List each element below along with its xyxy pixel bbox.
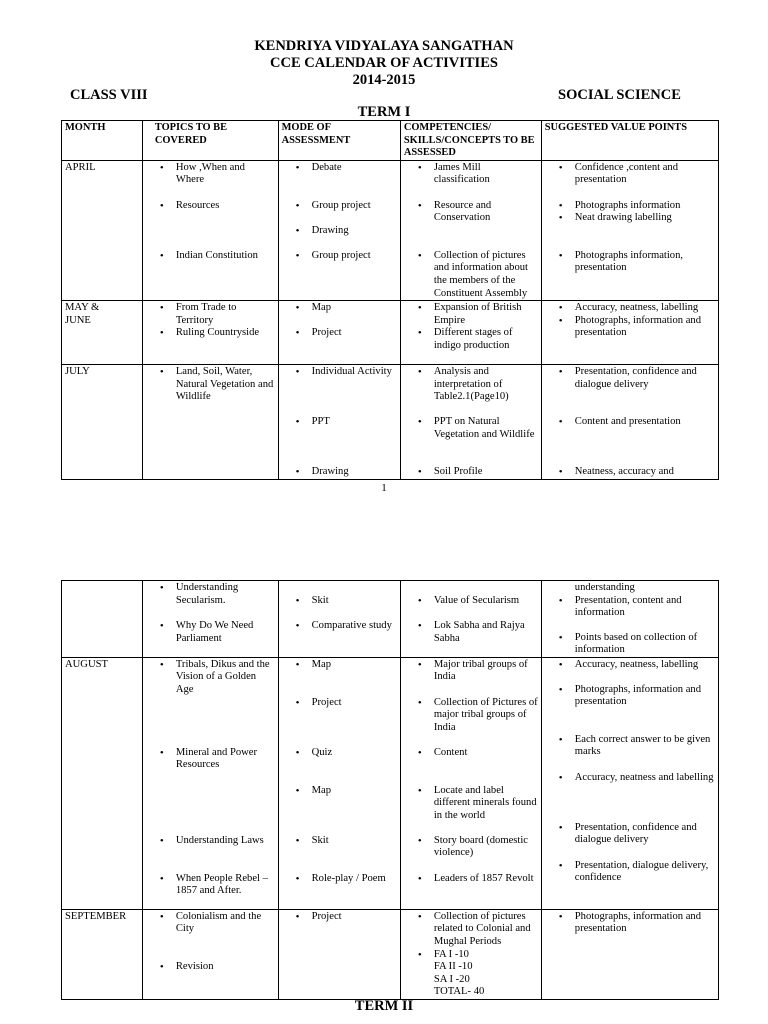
list-item: • Revision [146, 961, 275, 974]
list-item: • Quiz [282, 747, 397, 785]
list-item: • PPT [282, 416, 397, 466]
subject-label: SOCIAL SCIENCE [558, 87, 681, 103]
list-item: • Photographs information [545, 200, 715, 212]
list-item: • Indian Constitution [146, 250, 275, 263]
list-item: • Individual Activity [282, 366, 397, 416]
table-row-august [62, 657, 719, 909]
list-item: • Expansion of British Empire [404, 302, 538, 327]
list-item: • Comparative study [282, 620, 397, 633]
list-item: • Photographs, information and presentation [545, 315, 715, 340]
list-item: • Why Do We Need Parliament [146, 620, 275, 645]
list-item: • Analysis and interpretation of Table2.1(Page10) [404, 366, 538, 416]
mode-cell [278, 301, 400, 365]
table-row-continued [62, 581, 719, 658]
list-item: • FA I -10 [404, 949, 538, 962]
month-cell: JULY [62, 365, 143, 480]
list-item: • Debate [282, 162, 397, 200]
table-row-july [62, 365, 719, 480]
column-header-mode: MODE OF ASSESSMENT [278, 121, 400, 161]
list-item: • Each correct answer to be given marks [545, 734, 715, 772]
list-item: • Project [282, 911, 397, 924]
column-header-month: MONTH [62, 121, 143, 161]
list-item: • Photographs information, presentation [545, 250, 715, 275]
values-cell [541, 160, 718, 300]
academic-year: 2014-2015 [352, 72, 416, 88]
list-item: • Skit [282, 595, 397, 620]
table-row-april [62, 160, 719, 300]
topics-cell [142, 301, 278, 365]
topics-cell [142, 909, 278, 999]
competencies-cell [400, 581, 541, 658]
assessment-weight: SA I -20 [433, 973, 470, 985]
values-cell [541, 909, 718, 999]
month-cell: AUGUST [62, 657, 143, 909]
list-item: • Content and presentation [545, 416, 715, 466]
list-item: • Value of Secularism [404, 595, 538, 620]
list-item: • Map [282, 302, 397, 327]
list-item: • Soil Profile [404, 466, 538, 479]
column-header-topics: TOPICS TO BE COVERED [142, 121, 278, 161]
list-item: • Drawing [282, 466, 397, 479]
values-cell [541, 581, 718, 658]
topics-cell [142, 365, 278, 480]
column-header-values: SUGGESTED VALUE POINTS [541, 121, 718, 161]
term-2-heading: TERM II [354, 998, 414, 1014]
list-item: • Project [282, 697, 397, 747]
values-cell [541, 365, 718, 480]
table-row-may-june [62, 301, 719, 365]
month-cell [62, 581, 143, 658]
term-1-heading: TERM I [357, 104, 411, 120]
list-item: • From Trade to Territory [146, 302, 275, 327]
list-item: • Collection of Pictures of major tribal groups of India [404, 697, 538, 747]
list-item: • Colonialism and the City [146, 911, 275, 961]
list-item: • Map [282, 659, 397, 697]
list-item: • Understanding Laws [146, 835, 275, 873]
list-item: • Presentation, confidence and dialogue delivery [545, 366, 715, 416]
list-item: • Photographs, information and presentation [545, 684, 715, 734]
assessment-total: TOTAL- 40 [433, 986, 485, 998]
mode-cell [278, 657, 400, 909]
list-item: • Role-play / Poem [282, 873, 397, 886]
list-item: • Neatness, accuracy and [545, 466, 715, 479]
competencies-cell [400, 657, 541, 909]
month-cell: SEPTEMBER [62, 909, 143, 999]
month-cell: MAY & JUNE [62, 301, 143, 365]
list-item: • Accuracy, neatness and labelling [545, 772, 715, 822]
list-item: • Photographs, information and presentation [545, 911, 715, 936]
list-item: • Points based on collection of information [545, 632, 715, 657]
competencies-cell [400, 365, 541, 480]
list-item: • Story board (domestic violence) [404, 835, 538, 873]
topics-cell [142, 581, 278, 658]
list-item: • When People Rebel – 1857 and After. [146, 873, 275, 898]
values-cell [541, 301, 718, 365]
list-item: • Collection of pictures related to Colonial and Mughal Periods [404, 911, 538, 949]
document-title: CCE CALENDAR OF ACTIVITIES [270, 55, 498, 71]
list-item: • Understanding Secularism. [146, 582, 275, 620]
list-item: • Presentation, dialogue delivery, confidence [545, 860, 715, 885]
list-item-continued: understanding [574, 582, 635, 593]
list-item: • Skit [282, 835, 397, 873]
list-item: • Locate and label different minerals found in the world [404, 785, 538, 835]
list-item: • Major tribal groups of India [404, 659, 538, 697]
list-item: • Group project [282, 200, 397, 225]
list-item: • Presentation, content and information [545, 595, 715, 632]
list-item: • Project [282, 327, 397, 340]
month-cell: APRIL [62, 160, 143, 300]
activities-table-page2 [61, 580, 719, 1000]
org-title: KENDRIYA VIDYALAYA SANGATHAN [254, 38, 514, 54]
assessment-weight: FA II -10 [433, 961, 473, 973]
mode-cell [278, 909, 400, 999]
list-item: • PPT on Natural Vegetation and Wildlife [404, 416, 538, 466]
list-item: • Neat drawing labelling [545, 212, 715, 250]
column-header-competencies: COMPETENCIES/ SKILLS/CONCEPTS TO BE ASSESSED [400, 121, 541, 161]
mode-cell [278, 365, 400, 480]
list-item: • Presentation, confidence and dialogue delivery [545, 822, 715, 860]
page-number: 1 [381, 482, 387, 494]
activities-table-page1 [61, 120, 719, 480]
list-item: • Lok Sabha and Rajya Sabha [404, 620, 538, 645]
values-cell [541, 657, 718, 909]
topics-cell [142, 657, 278, 909]
list-item: • Accuracy, neatness, labelling [545, 302, 715, 315]
list-item: • James Mill classification [404, 162, 538, 200]
class-label: CLASS VIII [70, 87, 148, 103]
list-item: • Tribals, Dikus and the Vision of a Golden Age [146, 659, 275, 747]
list-item: • How ,When and Where [146, 162, 275, 200]
list-item: • Accuracy, neatness, labelling [545, 659, 715, 684]
list-item: • Confidence ,content and presentation [545, 162, 715, 200]
list-item: • Collection of pictures and information about the members of the Constituent Assembly [404, 250, 538, 300]
mode-cell [278, 581, 400, 658]
list-item: • Group project [282, 250, 397, 263]
list-item: • Leaders of 1857 Revolt [404, 873, 538, 886]
table-header-row [62, 121, 719, 161]
list-item: • Different stages of indigo production [404, 327, 538, 352]
list-item: • Content [404, 747, 538, 785]
list-item: • Resources [146, 200, 275, 250]
list-item: • Map [282, 785, 397, 835]
topics-cell [142, 160, 278, 300]
list-item: • Mineral and Power Resources [146, 747, 275, 835]
competencies-cell [400, 301, 541, 365]
table-row-september [62, 909, 719, 999]
mode-cell [278, 160, 400, 300]
list-item: • Land, Soil, Water, Natural Vegetation and Wildlife [146, 366, 275, 404]
list-item: • Ruling Countryside [146, 327, 275, 340]
list-item: • Drawing [282, 225, 397, 250]
competencies-cell [400, 909, 541, 999]
list-item: • Resource and Conservation [404, 200, 538, 250]
competencies-cell [400, 160, 541, 300]
